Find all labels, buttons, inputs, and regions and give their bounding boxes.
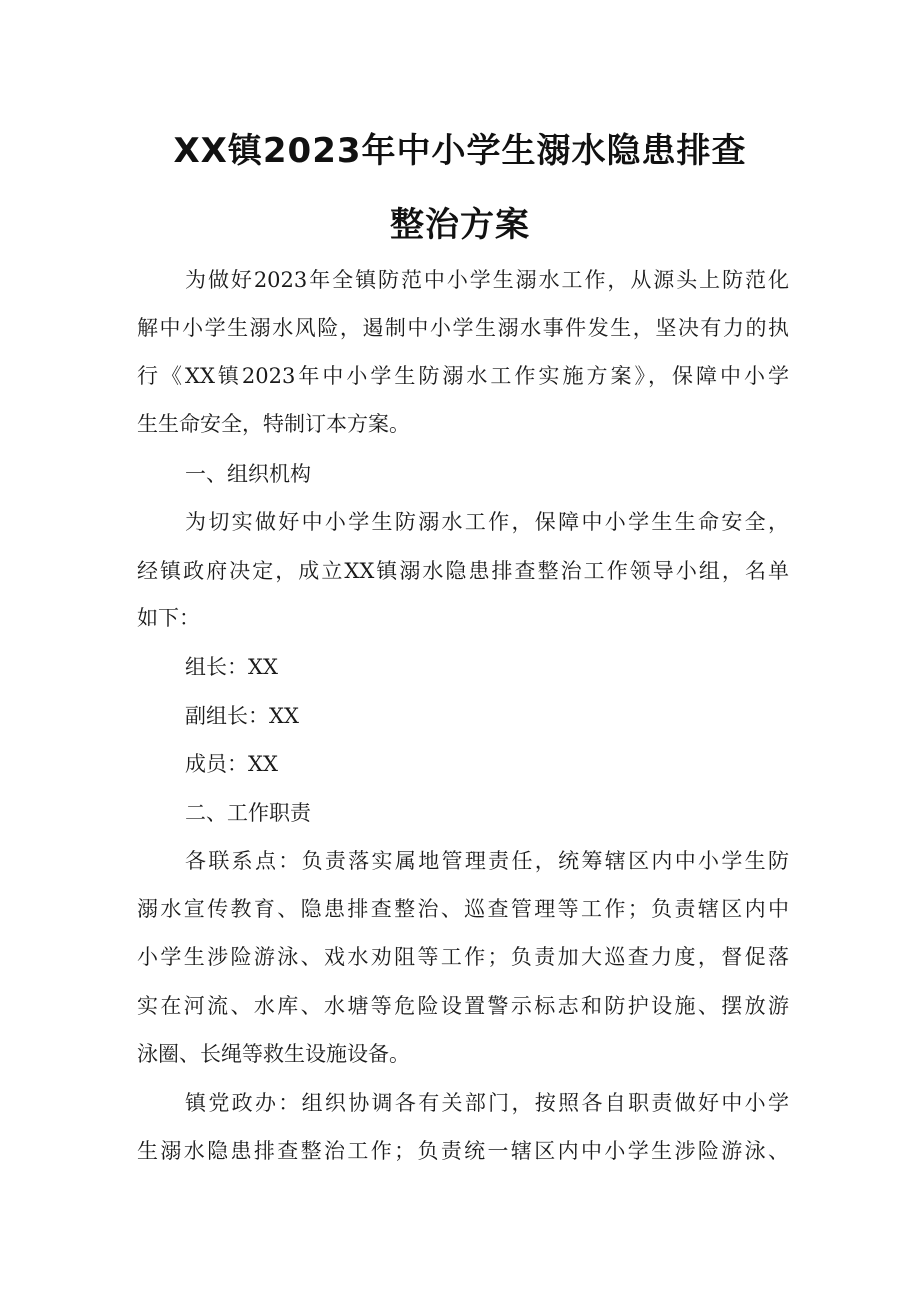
paragraph-line: 生生命安全，特制订本方案。 <box>137 412 410 436</box>
paragraph-line: 经镇政府决定，成立XX镇溺水隐患排查整治工作领导小组，名单 <box>137 559 789 583</box>
paragraph-line: 泳圈、长绳等救生设施设备。 <box>137 1042 410 1066</box>
document-title-line-2: 整治方案 <box>390 205 530 245</box>
paragraph-line: 解中小学生溺水风险，遏制中小学生溺水事件发生，坚决有力的执 <box>137 316 789 340</box>
paragraph-line: 行《XX镇2023年中小学生防溺水工作实施方案》，保障中小学 <box>137 364 789 388</box>
document-title-line-1: XX镇2023年中小学生溺水隐患排查 <box>173 131 747 171</box>
paragraph-line: 如下： <box>137 606 200 630</box>
roster-line: 副组长：XX <box>185 704 299 728</box>
roster-line: 成员：XX <box>185 752 278 776</box>
paragraph-line: 生溺水隐患排查整治工作；负责统一辖区内中小学生涉险游泳、 <box>137 1139 789 1163</box>
paragraph-line: 溺水宣传教育、隐患排查整治、巡查管理等工作；负责辖区内中 <box>137 897 789 921</box>
paragraph-line: 各联系点：负责落实属地管理责任，统筹辖区内中小学生防 <box>185 849 789 873</box>
roster-line: 组长：XX <box>185 655 278 679</box>
paragraph-line: 为切实做好中小学生防溺水工作，保障中小学生生命安全， <box>185 510 789 534</box>
section-heading: 二、工作职责 <box>185 801 311 825</box>
paragraph-line: 为做好2023年全镇防范中小学生溺水工作，从源头上防范化 <box>185 268 789 292</box>
section-heading: 一、组织机构 <box>185 462 311 486</box>
paragraph-line: 小学生涉险游泳、戏水劝阻等工作；负责加大巡查力度，督促落 <box>137 945 789 969</box>
paragraph-line: 镇党政办：组织协调各有关部门，按照各自职责做好中小学 <box>185 1091 789 1115</box>
paragraph-line: 实在河流、水库、水塘等危险设置警示标志和防护设施、摆放游 <box>137 994 789 1018</box>
